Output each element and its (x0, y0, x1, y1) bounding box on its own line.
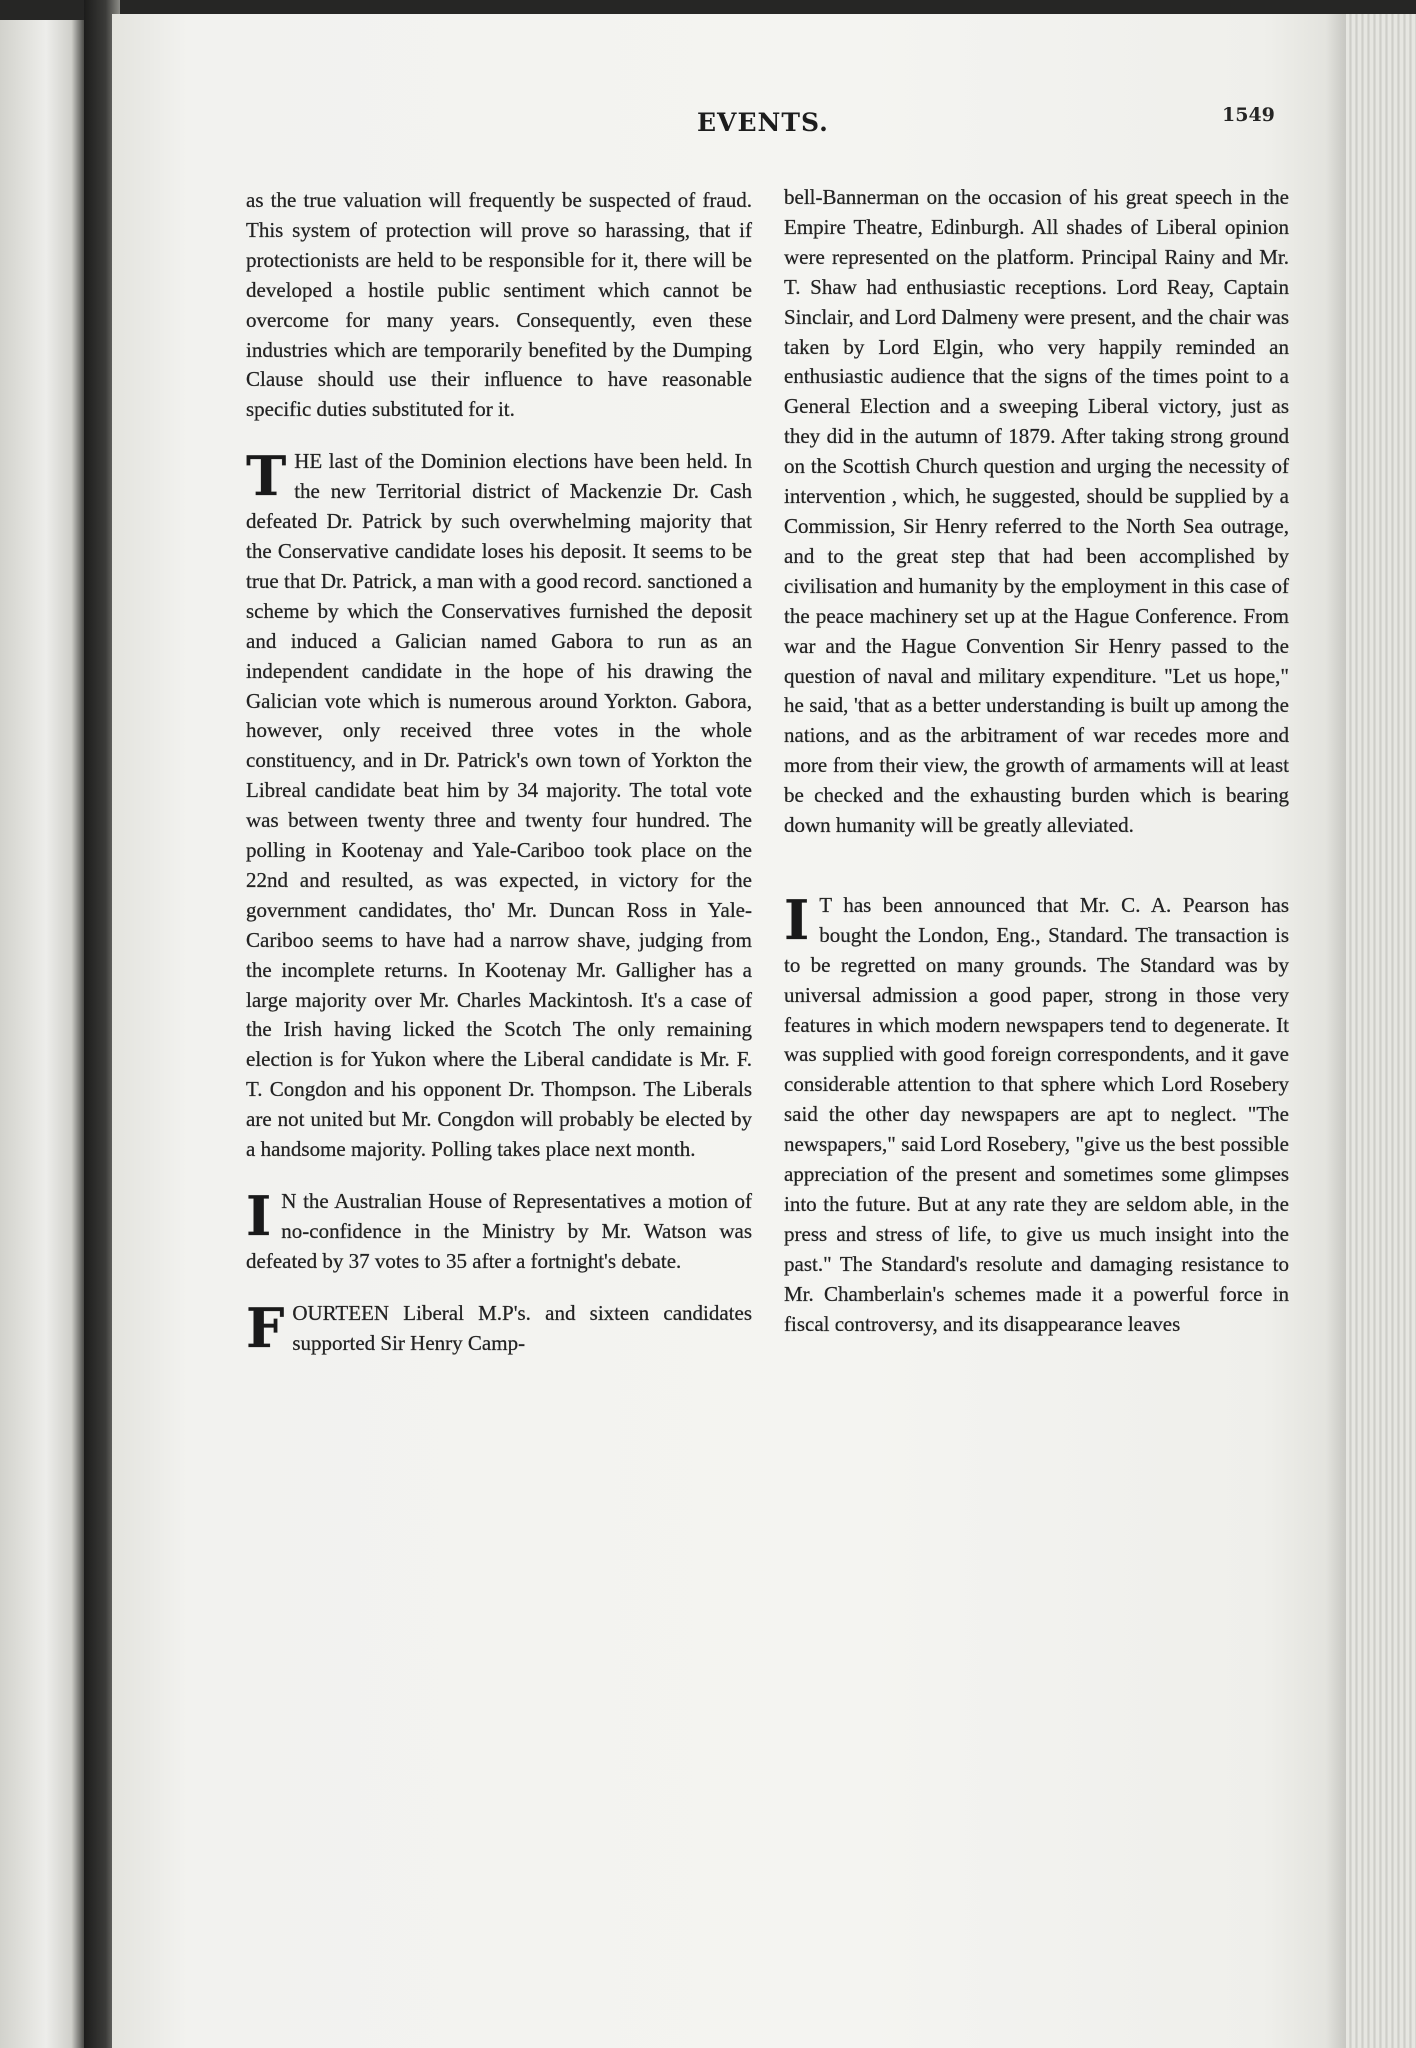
paragraph-australian-house (246, 1184, 752, 1277)
drop-cap: F (246, 1295, 285, 1360)
paragraph-campbell-bannerman-speech: bell-Bannerman on the occasion of his great speech in the Empire Theatre, Edinburgh. All shades of Liberal opinion were represented on the platform. Principal Rainy and Mr. T. Shaw had enthusiastic receptions. Lord Reay, Captain Sinclair, and Lord Dalmeny were present, and the chair was taken by Lord Elgin, who very happily reminded an enthusiastic audience that the signs of the times point to a General Election and a sweeping Liberal victory, just as they did in the autumn of 1879. After taking strong ground on the Scottish Church question and urging the necessity of intervention , which, he suggested, should be supplied by a Commission, Sir Henry referred to the North Sea outrage, and to the great step that had been accomplished by civilisation and humanity by the employment in this case of the peace machinery set up at the Hague Conference. From war and the Hague Convention Sir Henry passed to the question of naval and military expenditure. "Let us hope," he said, 'that as a better understanding is built up among the nations, and as the arbitrament of war recedes more and more from their view, the growth of armaments will at least be checked and the exhausting burden which is bearing down humanity will be greatly alleviated. (784, 185, 1289, 838)
drop-cap: I (784, 887, 810, 952)
right-column (784, 183, 1289, 1340)
drop-cap: I (246, 1184, 272, 1248)
paragraph-text: T has been announced that Mr. C. A. Pearson has bought the London, Eng., Standard. The transaction is to be regretted on many grounds. The Standard was by universal admission a good paper, strong in those very features in which modern newspapers tend to degenerate. It was supplied with good foreign correspondents, and it gave considerable attention to that sphere which Lord Rosebery said the other day newspapers are apt to neglect. "The newspapers," said Lord Rosebery, "give us the best possible appreciation of the present and sometimes some glimpses into the future. But at any rate they are seldom able, in the press and stress of life, to give us much insight into the past." The Standard's resolute and damaging resistance to Mr. Chamberlain's schemes made it a powerful force in fiscal controversy, and its disappearance leaves (784, 892, 1289, 1336)
paragraph-pearson-standard (784, 887, 1289, 1340)
page-number: 1549 (1222, 104, 1275, 126)
paragraph-dominion-elections (246, 444, 752, 1165)
left-column (246, 186, 752, 1359)
paragraph-text: OURTEEN Liberal M.P's. and sixteen candidates supported Sir Henry Camp- (292, 1300, 752, 1355)
paragraph-protection-continued: as the true valuation will frequently be suspected of fraud. This system of protection will prove so harassing, that if protectionists are held to be responsible for it, there will be developed a hostile public sentiment which cannot be overcome for many years. Consequently, even these industries which are temporarily benefited by the Dumping Clause should use their influence to have reasonable specific duties substituted for it. (246, 188, 752, 422)
drop-cap: T (246, 444, 287, 509)
page-edge-shadow (1326, 14, 1348, 2048)
paragraph-liberal-mps (246, 1295, 752, 1360)
facing-page-edge (0, 20, 84, 2048)
running-head: EVENTS. (697, 108, 829, 137)
paragraph-text: N the Australian House of Representatives a motion of no-confidence in the Ministry by Mr. Watson was defeated by 37 votes to 35 after a fortnight's debate. (246, 1189, 752, 1273)
page-fore-edge (1346, 14, 1416, 2048)
paragraph-text: HE last of the Dominion elections have been held. In the new Territorial district of Mackenzie Dr. Cash defeated Dr. Patrick by such overwhelming majority that the Conservative candidate loses his deposit. It seems to be true that Dr. Patrick, a man with a good record. sanctioned a scheme by which the Conservatives furnished the deposit and induced a Galician named Gabora to run as an independent candidate in the hope of his drawing the Galician vote which is numerous around Yorkton. Gabora, however, only received three votes in the whole constituency, and in Dr. Patrick's own town of Yorkton the Libreal candidate beat him by 34 majority. The total vote was between twenty three and twenty four hundred. The polling in Kootenay and Yale-Cariboo took place on the 22nd and resulted, as was expected, in victory for the government candidates, tho' Mr. Duncan Ross in Yale-Cariboo seems to have had a narrow shave, judging from the incomplete returns. In Kootenay Mr. Galligher has a large majority over Mr. Charles Mackintosh. It's a case of the Irish having licked the Scotch The only remaining election is for Yukon where the Liberal candidate is Mr. F. T. Congdon and his opponent Dr. Thompson. The Liberals are not united but Mr. Congdon will probably be elected by a handsome majority. Polling takes place next month. (246, 449, 752, 1162)
